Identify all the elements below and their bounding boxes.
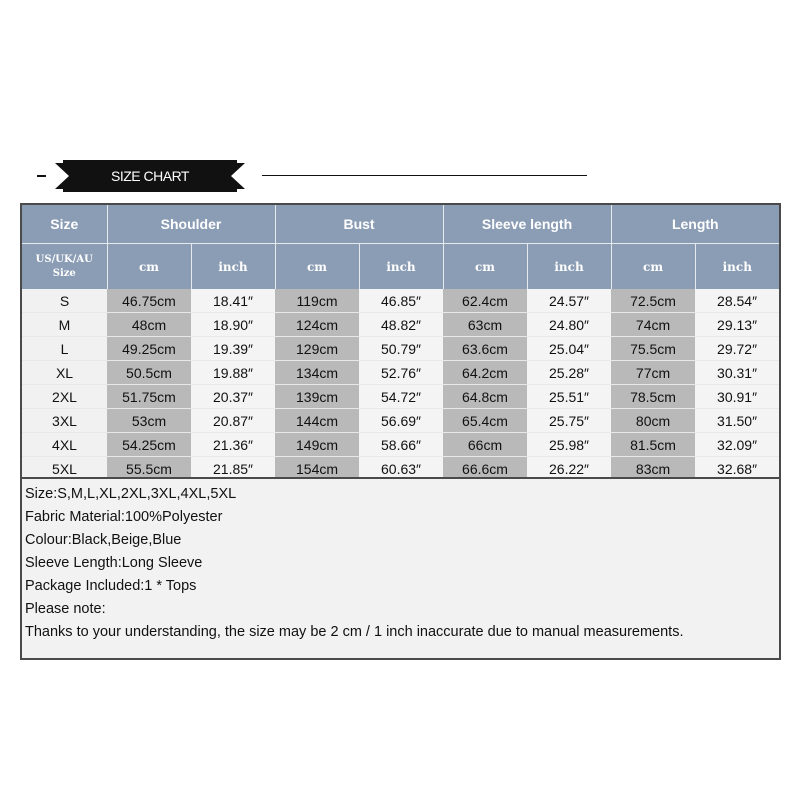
note-please-note: Please note: <box>25 601 106 617</box>
inch-value-cell: 29.13″ <box>695 313 779 337</box>
size-chart-banner <box>0 0 800 200</box>
note-sleeve: Sleeve Length:Long Sleeve <box>25 555 203 571</box>
inch-value-cell: 28.54″ <box>695 289 779 313</box>
unit-size-line1: US/UK/AU <box>35 253 93 265</box>
size-cell: M <box>22 313 107 337</box>
cm-value-cell: 78.5cm <box>611 385 695 409</box>
inch-value-cell: 24.57″ <box>527 289 611 313</box>
unit-size-label <box>22 244 107 290</box>
table-row <box>22 385 779 409</box>
cm-value-cell: 75.5cm <box>611 337 695 361</box>
inch-value-cell: 30.91″ <box>695 385 779 409</box>
cm-value-cell: 81.5cm <box>611 433 695 457</box>
size-chart-title: SIZE CHART <box>111 168 189 184</box>
note-disclaimer: Thanks to your understanding, the size may be 2 cm / 1 inch inaccurate due to manual measurements. <box>25 624 684 640</box>
size-cell: XL <box>22 361 107 385</box>
header-size: Size <box>22 205 107 244</box>
inch-value-cell: 32.09″ <box>695 433 779 457</box>
note-sizes: Size:S,M,L,XL,2XL,3XL,4XL,5XL <box>25 486 237 502</box>
unit-cell: inch <box>695 244 779 290</box>
note-colour: Colour:Black,Beige,Blue <box>25 532 182 548</box>
header-sleeve-length: Sleeve length <box>443 205 611 244</box>
table-row <box>22 289 779 313</box>
unit-cell: inch <box>191 244 275 290</box>
cm-value-cell: 46.75cm <box>107 289 191 313</box>
header-row <box>22 205 779 244</box>
inch-value-cell: 31.50″ <box>695 409 779 433</box>
cm-value-cell: 149cm <box>275 433 359 457</box>
inch-value-cell: 20.37″ <box>191 385 275 409</box>
cm-value-cell: 48cm <box>107 313 191 337</box>
cm-value-cell: 74cm <box>611 313 695 337</box>
size-rows <box>22 289 779 480</box>
cm-value-cell: 66.6cm <box>443 457 527 481</box>
cm-value-cell: 83cm <box>611 457 695 481</box>
inch-value-cell: 46.85″ <box>359 289 443 313</box>
cm-value-cell: 65.4cm <box>443 409 527 433</box>
unit-cell: inch <box>527 244 611 290</box>
cm-value-cell: 134cm <box>275 361 359 385</box>
cm-value-cell: 154cm <box>275 457 359 481</box>
cm-value-cell: 77cm <box>611 361 695 385</box>
size-cell: 2XL <box>22 385 107 409</box>
cm-value-cell: 119cm <box>275 289 359 313</box>
cm-value-cell: 49.25cm <box>107 337 191 361</box>
cm-value-cell: 144cm <box>275 409 359 433</box>
cm-value-cell: 72.5cm <box>611 289 695 313</box>
cm-value-cell: 63cm <box>443 313 527 337</box>
inch-value-cell: 20.87″ <box>191 409 275 433</box>
cm-value-cell: 80cm <box>611 409 695 433</box>
cm-value-cell: 64.2cm <box>443 361 527 385</box>
inch-value-cell: 29.72″ <box>695 337 779 361</box>
inch-value-cell: 54.72″ <box>359 385 443 409</box>
cm-value-cell: 129cm <box>275 337 359 361</box>
inch-value-cell: 52.76″ <box>359 361 443 385</box>
table-row <box>22 409 779 433</box>
header-length: Length <box>611 205 779 244</box>
unit-cell: cm <box>275 244 359 290</box>
inch-value-cell: 25.51″ <box>527 385 611 409</box>
cm-value-cell: 124cm <box>275 313 359 337</box>
banner-rule <box>262 175 587 176</box>
cm-value-cell: 63.6cm <box>443 337 527 361</box>
inch-value-cell: 21.36″ <box>191 433 275 457</box>
inch-value-cell: 60.63″ <box>359 457 443 481</box>
size-cell: 5XL <box>22 457 107 481</box>
inch-value-cell: 25.28″ <box>527 361 611 385</box>
cm-value-cell: 139cm <box>275 385 359 409</box>
size-chart-table <box>22 205 779 480</box>
table-row <box>22 433 779 457</box>
cm-value-cell: 53cm <box>107 409 191 433</box>
cm-value-cell: 50.5cm <box>107 361 191 385</box>
size-cell: S <box>22 289 107 313</box>
inch-value-cell: 32.68″ <box>695 457 779 481</box>
cm-value-cell: 62.4cm <box>443 289 527 313</box>
inch-value-cell: 30.31″ <box>695 361 779 385</box>
unit-size-line2: Size <box>52 267 76 279</box>
cm-value-cell: 51.75cm <box>107 385 191 409</box>
header-shoulder: Shoulder <box>107 205 275 244</box>
inch-value-cell: 25.98″ <box>527 433 611 457</box>
cm-value-cell: 55.5cm <box>107 457 191 481</box>
table-row <box>22 361 779 385</box>
size-cell: 4XL <box>22 433 107 457</box>
size-cell: L <box>22 337 107 361</box>
inch-value-cell: 25.04″ <box>527 337 611 361</box>
unit-cell: cm <box>443 244 527 290</box>
cm-value-cell: 66cm <box>443 433 527 457</box>
cm-value-cell: 64.8cm <box>443 385 527 409</box>
size-cell: 3XL <box>22 409 107 433</box>
unit-cell: cm <box>107 244 191 290</box>
inch-value-cell: 56.69″ <box>359 409 443 433</box>
banner-dash <box>37 175 46 177</box>
size-chart-tag <box>55 160 245 192</box>
cm-value-cell: 54.25cm <box>107 433 191 457</box>
header-bust: Bust <box>275 205 443 244</box>
inch-value-cell: 50.79″ <box>359 337 443 361</box>
inch-value-cell: 25.75″ <box>527 409 611 433</box>
note-package: Package Included:1 * Tops <box>25 578 197 594</box>
inch-value-cell: 18.41″ <box>191 289 275 313</box>
unit-row <box>22 244 779 290</box>
inch-value-cell: 19.88″ <box>191 361 275 385</box>
size-chart-table-frame <box>20 203 781 660</box>
inch-value-cell: 19.39″ <box>191 337 275 361</box>
inch-value-cell: 24.80″ <box>527 313 611 337</box>
inch-value-cell: 48.82″ <box>359 313 443 337</box>
table-row <box>22 313 779 337</box>
inch-value-cell: 58.66″ <box>359 433 443 457</box>
unit-cell: inch <box>359 244 443 290</box>
product-notes <box>22 477 779 658</box>
note-fabric: Fabric Material:100%Polyester <box>25 509 223 525</box>
table-row <box>22 337 779 361</box>
inch-value-cell: 21.85″ <box>191 457 275 481</box>
inch-value-cell: 18.90″ <box>191 313 275 337</box>
unit-cell: cm <box>611 244 695 290</box>
inch-value-cell: 26.22″ <box>527 457 611 481</box>
